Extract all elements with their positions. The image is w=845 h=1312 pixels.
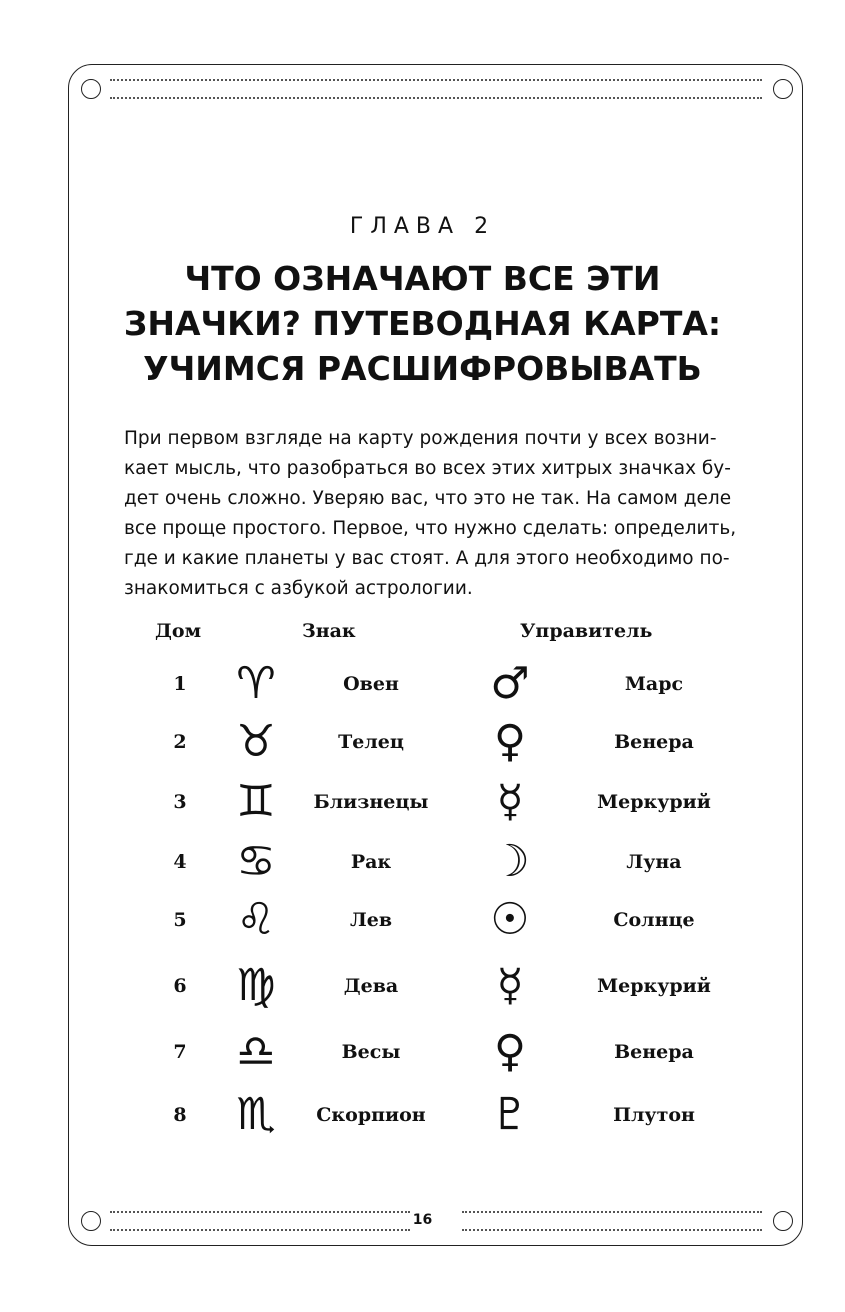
house-number: 7 [173,1041,187,1063]
sign-name: Рак [350,851,392,873]
house-number: 5 [173,909,187,931]
mercury-icon: ☿ [496,776,524,827]
cancer-icon: ♋ [236,836,276,887]
house-number: 3 [173,791,187,813]
mars-icon: ♂ [490,658,530,709]
moon-icon: ☽ [490,836,530,887]
chapter-title-line: УЧИМСЯ РАСШИФРОВЫВАТЬ [143,349,702,388]
libra-icon: ♎ [236,1026,276,1077]
ruler-name: Луна [626,851,682,873]
house-number: 4 [173,851,187,873]
ruler-name: Венера [614,731,694,753]
intro-line: дет очень сложно. Уверяю вас, что это не так. На самом деле [124,488,732,509]
chapter-label: ГЛАВА 2 [349,214,496,239]
house-number: 8 [173,1104,187,1126]
bottom-dotted-rule [462,1229,762,1231]
header-house: Дом [155,620,202,642]
pluto-icon: ♇ [490,1089,530,1140]
venus-icon: ♀ [493,1026,527,1077]
ruler-name: Марс [624,673,684,695]
house-number: 2 [173,731,187,753]
sign-name: Лев [349,909,393,931]
house-number: 6 [173,975,187,997]
sign-name: Скорпион [316,1104,426,1126]
sign-name: Весы [341,1041,401,1063]
sun-icon: ☉ [490,894,530,945]
sign-name: Близнецы [313,791,429,813]
intro-line: кает мысль, что разобраться во всех этих хитрых значках бу- [124,458,731,479]
virgo-icon: ♍ [236,960,276,1011]
intro-paragraph [124,424,752,604]
house-number: 1 [173,673,187,695]
binder-ring-icon [773,79,793,99]
intro-line: При первом взгляде на карту рождения почти у всех возни- [124,428,717,449]
intro-line: знакомиться с азбукой астрологии. [124,578,473,599]
ruler-name: Венера [614,1041,694,1063]
header-sign: Знак [302,620,356,642]
top-dotted-rule [110,97,762,99]
taurus-icon: ♉ [236,716,276,767]
header-ruler: Управитель [520,620,653,642]
top-dotted-rule [110,79,762,81]
ruler-name: Солнце [613,909,695,931]
sign-name: Телец [338,731,404,753]
intro-line: где и какие планеты у вас стоят. А для этого необходимо по- [124,548,730,569]
ruler-name: Меркурий [597,975,711,997]
ruler-name: Плутон [613,1104,695,1126]
gemini-icon: ♊ [236,776,276,827]
binder-ring-icon [81,79,101,99]
bottom-dotted-rule [110,1229,410,1231]
leo-icon: ♌ [236,894,276,945]
chapter-title-line: ЗНАЧКИ? ПУТЕВОДНАЯ КАРТА: [123,304,722,343]
chapter-title [0,256,845,391]
sign-name: Дева [343,975,399,997]
page-frame [68,64,803,1246]
intro-line: все проще простого. Первое, что нужно сделать: определить, [124,518,737,539]
ruler-name: Меркурий [597,791,711,813]
aries-icon: ♈ [236,658,276,709]
scorpio-icon: ♏ [236,1089,276,1140]
page-number: 16 [412,1212,433,1228]
mercury-icon: ☿ [496,960,524,1011]
sign-name: Овен [343,673,399,695]
venus-icon: ♀ [493,716,527,767]
chapter-title-line: ЧТО ОЗНАЧАЮТ ВСЕ ЭТИ [184,259,661,298]
